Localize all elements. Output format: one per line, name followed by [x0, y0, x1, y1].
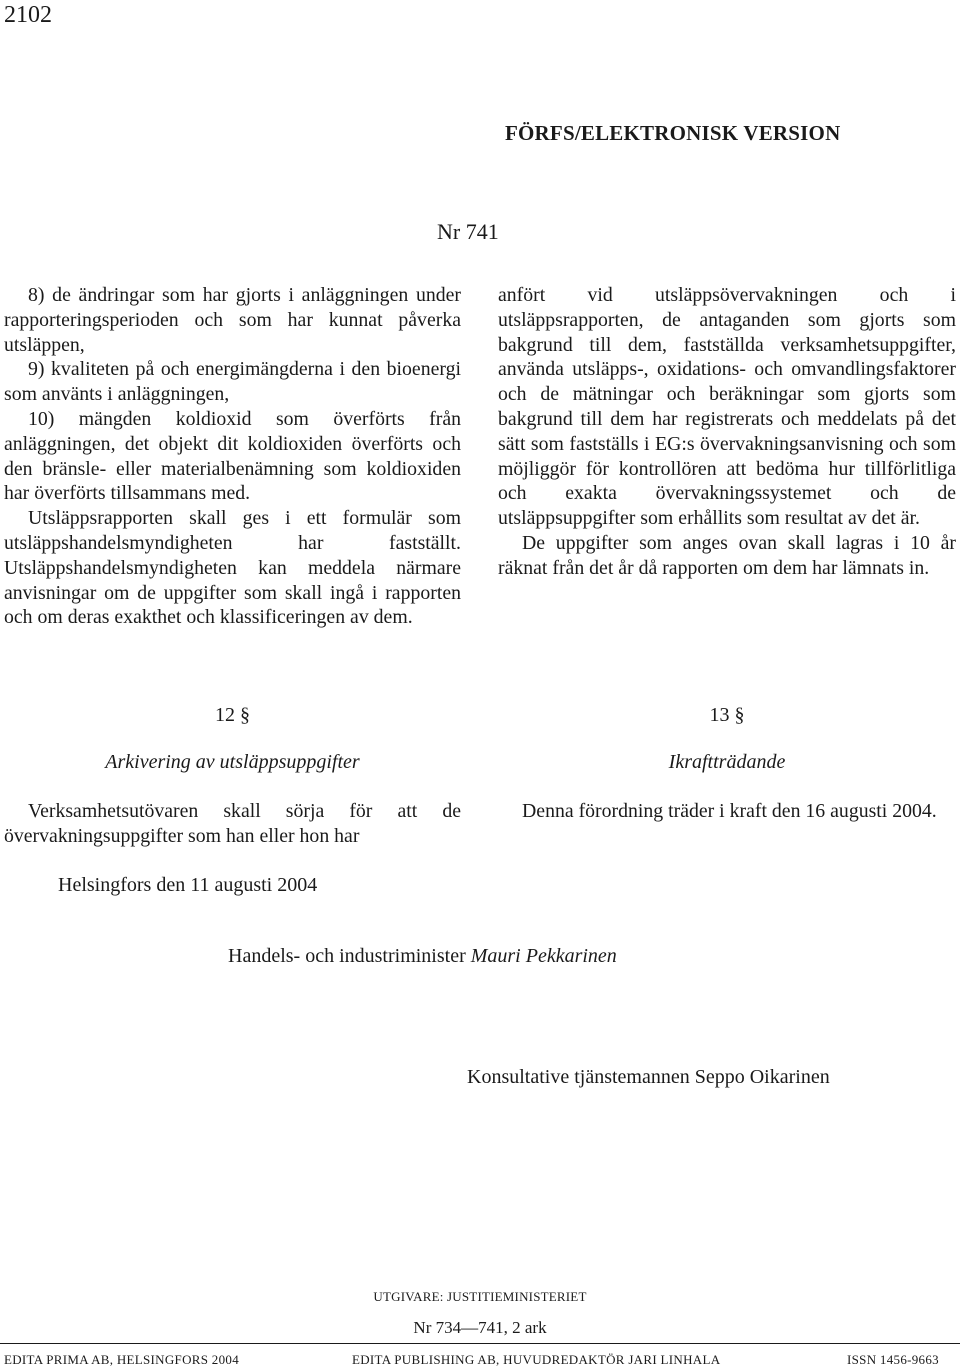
minister-title: Handels- och industriminister	[228, 945, 466, 967]
official-signature: Konsultative tjänstemannen Seppo Oikarinen	[467, 1066, 830, 1088]
footer-divider	[0, 1343, 960, 1344]
section-13-text	[498, 799, 956, 824]
section-number-12: 12 §	[215, 704, 250, 726]
right-column-text	[498, 283, 956, 581]
footer-publishing: EDITA PUBLISHING AB, HUVUDREDAKTÖR JARI LINHALA	[352, 1352, 721, 1367]
page-number: 2102	[4, 2, 52, 28]
section-title-13: Ikraftträdande	[668, 751, 786, 773]
header-note: FÖRFS/ELEKTRONISK VERSION	[505, 121, 841, 145]
footer-issn: ISSN 1456-9663	[847, 1352, 939, 1367]
issue-number: Nr 741	[437, 219, 499, 244]
minister-name: Mauri Pekkarinen	[470, 945, 617, 967]
paragraph-item-8: 8) de ändringar som har gjorts i anläggningen under rapporteringsperioden och som har kunnat påverka utsläppen,	[4, 284, 461, 356]
paragraph-continuation: anfört vid utsläppsövervakningen och i utsläppsrapporten, de antaganden som gjorts som bakgrund till dem, fastställda verksamhetsuppgifter, använda utsläpps-, oxidations- och omvandlingsfaktorer och de mätningar och beräkningar som gjorts som bakgrund till dem har registrerats och meddelats på det sätt som fastställs i EG:s övervakningsanvisning och som möjliggör för kontrollören att bedöma hur tillförlitliga och exakta övervakningssystemet och de utsläppsuppgifter som erhållits som resultat av det är.	[498, 284, 956, 530]
place-date: Helsingfors den 11 augusti 2004	[58, 874, 318, 896]
section-title-12: Arkivering av utsläppsuppgifter	[105, 751, 360, 773]
issue-range: Nr 734—741, 2 ark	[413, 1318, 547, 1337]
paragraph-storage: De uppgifter som anges ovan skall lagras i 10 år räknat från det år då rapporten om dem har lämnats in.	[498, 531, 956, 579]
paragraph-item-9: 9) kvaliteten på och energimängderna i den bioenergi som använts i anläggningen,	[4, 358, 461, 406]
left-column-text	[4, 283, 461, 630]
section-12-text	[4, 799, 461, 849]
publisher-line: UTGIVARE: JUSTITIEMINISTERIET	[373, 1289, 587, 1304]
footer-printer: EDITA PRIMA AB, HELSINGFORS 2004	[4, 1352, 240, 1367]
paragraph-item-10: 10) mängden koldioxid som överförts från anläggningen, det objekt dit koldioxiden överförts och den bränsle- eller materialbenämning som koldioxiden har överförts tillsammans med.	[4, 407, 461, 505]
paragraph-archiving: Verksamhetsutövaren skall sörja för att de övervakningsuppgifter som han eller hon har	[4, 800, 461, 847]
minister-signature	[228, 945, 617, 968]
paragraph-report-form: Utsläppsrapporten skall ges i ett formulär som utsläppshandelsmyndigheten har fastställt. Utsläppshandelsmyndigheten kan meddela närmare anvisningar om de uppgifter som skall ingå i rapporten och om deras exakthet och klassificeringen av dem.	[4, 507, 461, 629]
section-number-13: 13 §	[709, 704, 745, 726]
paragraph-entry-into-force: Denna förordning träder i kraft den 16 augusti 2004.	[522, 800, 937, 822]
